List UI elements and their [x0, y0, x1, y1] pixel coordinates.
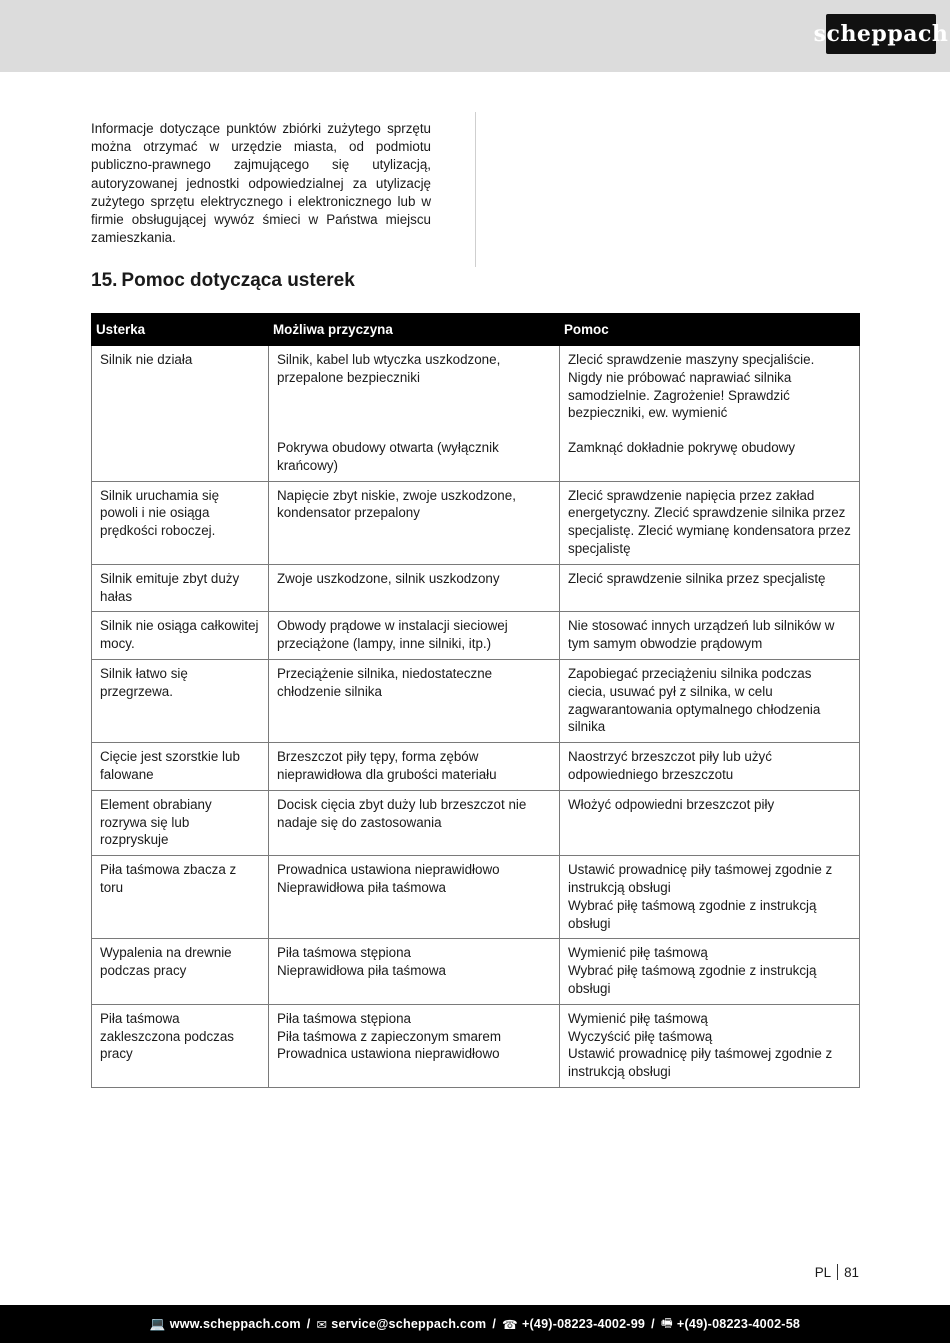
section-number: 15. — [91, 270, 118, 291]
remedy-cell — [560, 1004, 860, 1087]
remedy-line: Wymienić piłę taśmową — [568, 945, 708, 961]
phone-icon: ☎ — [502, 1317, 518, 1332]
cause-cell: Docisk cięcia zbyt duży lub brzeszczot nie nadaje się do zastosowania — [269, 790, 560, 855]
fault-cell: Silnik nie działa — [92, 346, 269, 482]
separator: / — [492, 1317, 497, 1331]
cause-entry: Pokrywa obudowy otwarta (wyłącznik krańcowy) — [277, 440, 499, 473]
intro-paragraph: Informacje dotyczące punktów zbiórki zużytego sprzętu można otrzymać w urzędzie miasta, od podmiotu publiczno-prawnego zajmującego się utylizacją, autoryzowanej jednostki odpowiedzialnej za utylizację zużytego sprzętu elektrycznego i elektronicznego lub w firmie obsługującej wywóz śmieci w Państwa miejscu zamieszkania. — [91, 121, 431, 246]
table-row — [92, 1004, 860, 1087]
cause-line: Piła taśmowa stępiona — [277, 1010, 411, 1026]
remedy-cell: Naostrzyć brzeszczot piły lub użyć odpowiedniego brzeszczotu — [560, 743, 860, 791]
remedy-cell — [560, 939, 860, 1004]
page-number — [815, 1264, 859, 1280]
cause-line: Prowadnica ustawiona nieprawidłowo — [277, 1046, 500, 1062]
brand-logo: scheppach — [826, 14, 936, 54]
cause-cell: Przeciążenie silnika, niedostateczne chłodzenie silnika — [269, 659, 560, 742]
cause-line: Piła taśmowa stępiona — [277, 945, 411, 961]
section-title — [91, 268, 355, 294]
fault-cell: Cięcie jest szorstkie lub falowane — [92, 743, 269, 791]
header-cause: Możliwa przyczyna — [269, 314, 560, 346]
table-row — [92, 790, 860, 855]
cause-cell — [269, 856, 560, 939]
cause-line: Nieprawidłowa piła taśmowa — [277, 963, 446, 979]
fax-number: +(49)-08223-4002-58 — [676, 1317, 801, 1331]
table-row — [92, 743, 860, 791]
remedy-line: Wyczyścić piłę taśmową — [568, 1028, 713, 1044]
remedy-entry: Zamknąć dokładnie pokrywę obudowy — [568, 440, 796, 456]
section-title-text: Pomoc dotycząca usterek — [121, 270, 355, 291]
header-bar — [0, 0, 950, 72]
remedy-line: Ustawić prowadnicę piły taśmowej zgodnie z instrukcją obsługi — [568, 1046, 833, 1080]
table-row — [92, 856, 860, 939]
cause-cell: Obwody prądowe w instalacji sieciowej przeciążone (lampy, inne silniki, itp.) — [269, 612, 560, 660]
table-header-row — [92, 314, 860, 346]
email-link[interactable]: service@scheppach.com — [331, 1317, 487, 1331]
cause-cell — [269, 346, 560, 482]
fault-cell: Wypalenia na drewnie podczas pracy — [92, 939, 269, 1004]
cause-line: Nieprawidłowa piła taśmowa — [277, 879, 446, 895]
website-link[interactable]: www.scheppach.com — [169, 1317, 301, 1331]
page-number-value: 81 — [844, 1264, 859, 1280]
separator: / — [651, 1317, 655, 1331]
fault-cell: Element obrabiany rozrywa się lub rozpryskuje — [92, 790, 269, 855]
table-row — [92, 481, 860, 564]
table-row — [92, 659, 860, 742]
fault-cell: Silnik łatwo się przegrzewa. — [92, 659, 269, 742]
remedy-cell: Nie stosować innych urządzeń lub silników w tym samym obwodzie prądowym — [560, 612, 860, 660]
fax-icon: 🖷 — [660, 1315, 673, 1330]
fault-cell: Silnik emituje zbyt duży hałas — [92, 564, 269, 612]
column-divider — [475, 112, 476, 267]
remedy-entry: Zlecić sprawdzenie maszyny specjaliście. Nigdy nie próbować naprawiać silnika samodzielnie. Zagrożenie! Sprawdzić bezpieczniki, ew. wymienić — [568, 352, 815, 421]
cause-line: Prowadnica ustawiona nieprawidłowo — [277, 862, 500, 878]
fault-cell: Silnik uruchamia się powoli i nie osiąga prędkości roboczej. — [92, 481, 269, 564]
remedy-cell — [560, 346, 860, 482]
remedy-line: Wybrać piłę taśmową zgodnie z instrukcją obsługi — [568, 963, 817, 996]
header-fault: Usterka — [92, 314, 269, 346]
table-row — [92, 612, 860, 660]
language-code: PL — [814, 1264, 832, 1280]
cause-cell — [269, 939, 560, 1004]
remedy-cell: Zlecić sprawdzenie napięcia przez zakład energetyczny. Zlecić sprawdzenie silnika przez specjalistę. Zlecić wymianę kondensatora przez specjalistę — [560, 481, 860, 564]
cause-line: Piła taśmowa z zapieczonym smarem — [277, 1028, 501, 1044]
cause-cell: Zwoje uszkodzone, silnik uszkodzony — [269, 564, 560, 612]
computer-icon: 💻 — [149, 1316, 166, 1331]
page-separator — [837, 1264, 838, 1280]
contact-footer — [0, 1305, 950, 1343]
remedy-line: Wybrać piłę taśmową zgodnie z instrukcją obsługi — [568, 897, 817, 931]
table-row — [92, 564, 860, 612]
remedy-cell — [560, 856, 860, 939]
troubleshooting-table — [91, 313, 860, 1088]
remedy-line: Wymienić piłę taśmową — [568, 1010, 708, 1026]
fault-cell: Piła taśmowa zbacza z toru — [92, 856, 269, 939]
phone-number: +(49)-08223-4002-99 — [521, 1317, 646, 1331]
cause-entry: Silnik, kabel lub wtyczka uszkodzone, przepalone bezpieczniki — [277, 352, 501, 385]
remedy-cell: Zlecić sprawdzenie silnika przez specjalistę — [560, 564, 860, 612]
separator: / — [306, 1317, 311, 1331]
cause-cell — [269, 1004, 560, 1087]
remedy-cell: Włożyć odpowiedni brzeszczot piły — [560, 790, 860, 855]
mail-icon: ✉ — [316, 1317, 328, 1332]
remedy-cell: Zapobiegać przeciążeniu silnika podczas ciecia, usuwać pył z silnika, w celu zagwarantowania optymalnego chłodzenia silnika — [560, 659, 860, 742]
cause-cell: Napięcie zbyt niskie, zwoje uszkodzone, kondensator przepalony — [269, 481, 560, 564]
cause-cell: Brzeszczot piły tępy, forma zębów nieprawidłowa dla grubości materiału — [269, 743, 560, 791]
table-row — [92, 939, 860, 1004]
table-row — [92, 346, 860, 482]
fault-cell: Silnik nie osiąga całkowitej mocy. — [92, 612, 269, 660]
header-remedy: Pomoc — [560, 314, 860, 346]
remedy-line: Ustawić prowadnicę piły taśmowej zgodnie z instrukcją obsługi — [568, 862, 833, 895]
fault-cell: Piła taśmowa zakleszczona podczas pracy — [92, 1004, 269, 1087]
